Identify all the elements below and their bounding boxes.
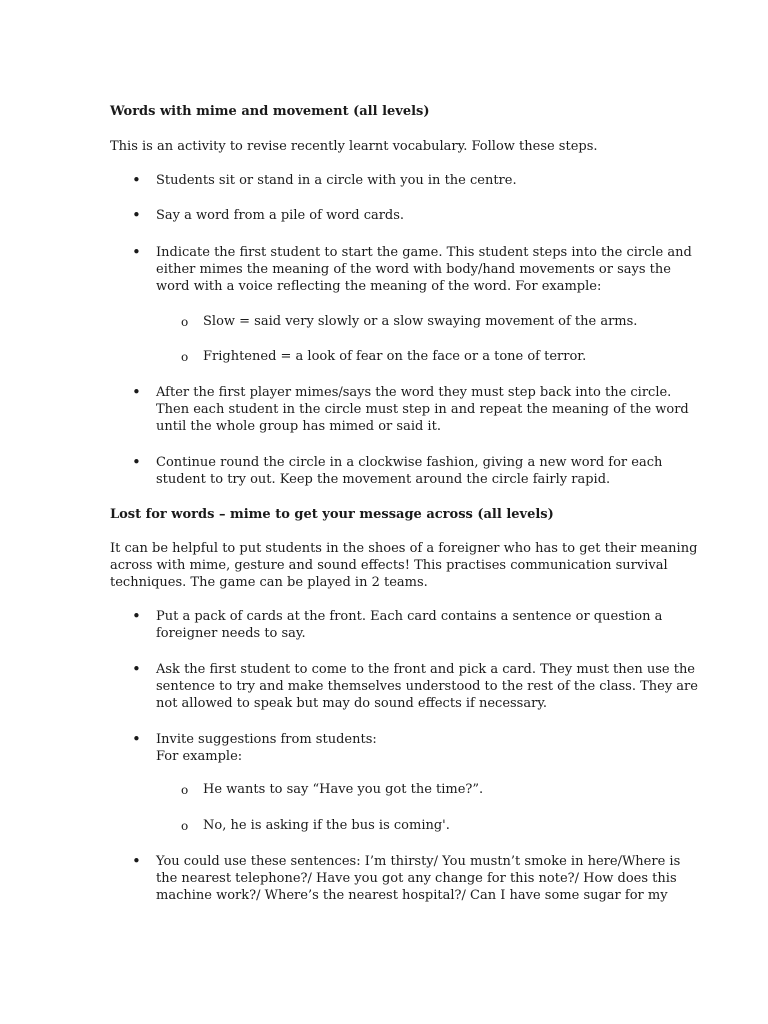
section2-heading: Lost for words – mime to get your message across (all levels) xyxy=(110,507,554,522)
list-item: After the first player mimes/says the word they must step back into the circle. Then each student in the circle must step in and repeat the meaning of the word until the whole group has mimed or said it. xyxy=(156,385,689,434)
sub-list-item: He wants to say “Have you got the time?”. xyxy=(203,782,484,797)
bullet-icon: • xyxy=(132,607,141,625)
list-item: Continue round the circle in a clockwise fashion, giving a new word for each student to try out. Keep the movement around the circle fairly rapid. xyxy=(156,455,663,487)
section2-intro: It can be helpful to put students in the shoes of a foreigner who has to get their meaning across with mime, gesture and sound effects! This practises communication survival techniques. The game can be played in 2 teams. xyxy=(110,541,698,590)
sub-bullet-icon: o xyxy=(181,819,189,833)
bullet-icon: • xyxy=(132,383,141,401)
sub-list-item: Frightened = a look of fear on the face or a tone of terror. xyxy=(203,349,587,364)
list-item: Say a word from a pile of word cards. xyxy=(156,208,405,223)
list-item: Indicate the first student to start the game. This student steps into the circle and either mimes the meaning of the word with body/hand movements or says the word with a voice reflecting the meaning of the word. For example: xyxy=(156,245,692,294)
list-item: Invite suggestions from students: For example: xyxy=(156,732,377,764)
list-item: You could use these sentences: I’m thirsty/ You mustn’t smoke in here/Where is the nearest telephone?/ Have you got any change for this note?/ How does this machine work?/ Where’s the nearest hospital?/ Can I have some sugar for my xyxy=(156,854,681,903)
section1-heading: Words with mime and movement (all levels) xyxy=(110,104,430,119)
sub-bullet-icon: o xyxy=(181,350,189,364)
bullet-icon: • xyxy=(132,453,141,471)
bullet-icon: • xyxy=(132,730,141,748)
bullet-icon: • xyxy=(132,171,141,189)
sub-list-item: Slow = said very slowly or a slow swaying movement of the arms. xyxy=(203,314,638,329)
list-item: Ask the first student to come to the front and pick a card. They must then use the sentence to try and make themselves understood to the rest of the class. They are not allowed to speak but may do sound effects if necessary. xyxy=(156,662,698,711)
sub-bullet-icon: o xyxy=(181,315,189,329)
list-item: Put a pack of cards at the front. Each card contains a sentence or question a foreigner needs to say. xyxy=(156,609,663,641)
bullet-icon: • xyxy=(132,206,141,224)
list-item: Students sit or stand in a circle with you in the centre. xyxy=(156,173,517,188)
bullet-icon: • xyxy=(132,243,141,261)
sub-bullet-icon: o xyxy=(181,783,189,797)
sub-list-item: No, he is asking if the bus is coming'. xyxy=(203,818,450,833)
bullet-icon: • xyxy=(132,660,141,678)
section1-intro: This is an activity to revise recently learnt vocabulary. Follow these steps. xyxy=(110,139,598,154)
bullet-icon: • xyxy=(132,852,141,870)
